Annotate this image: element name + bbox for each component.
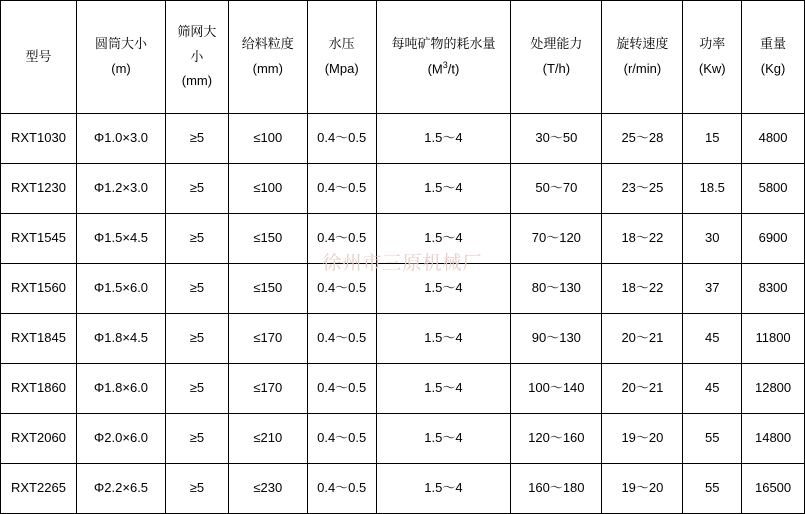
cell-rotation-speed: 18～22 xyxy=(602,214,683,264)
cell-feed-size: ≤170 xyxy=(228,364,307,414)
column-header-feed-size xyxy=(228,1,307,114)
cell-model: RXT1560 xyxy=(1,264,77,314)
cell-water-pressure: 0.4～0.5 xyxy=(307,214,376,264)
cell-rotation-speed: 23～25 xyxy=(602,164,683,214)
cell-water-pressure: 0.4～0.5 xyxy=(307,414,376,464)
cell-power: 15 xyxy=(683,114,742,164)
table-header xyxy=(1,1,805,114)
column-header-line: 旋转速度 xyxy=(616,36,669,52)
cell-water-consumption: 1.5～4 xyxy=(376,314,511,364)
cell-screen-size: ≥5 xyxy=(166,464,229,514)
cell-weight: 12800 xyxy=(742,364,805,414)
cell-capacity: 30～50 xyxy=(511,114,602,164)
cell-capacity: 70～120 xyxy=(511,214,602,264)
cell-water-consumption: 1.5～4 xyxy=(376,114,511,164)
column-header-line: 每吨矿物的耗水量 xyxy=(391,36,496,52)
cell-water-pressure: 0.4～0.5 xyxy=(307,314,376,364)
column-header-power xyxy=(683,1,742,114)
cell-water-consumption: 1.5～4 xyxy=(376,264,511,314)
cell-weight: 11800 xyxy=(742,314,805,364)
cell-drum-size: Φ1.2×3.0 xyxy=(76,164,165,214)
cell-screen-size: ≥5 xyxy=(166,414,229,464)
column-header-line: 功率 xyxy=(699,36,726,52)
cell-power: 55 xyxy=(683,464,742,514)
cell-rotation-speed: 19～20 xyxy=(602,414,683,464)
cell-model: RXT1230 xyxy=(1,164,77,214)
cell-feed-size: ≤170 xyxy=(228,314,307,364)
cell-model: RXT1545 xyxy=(1,214,77,264)
cell-drum-size: Φ1.5×4.5 xyxy=(76,214,165,264)
table-row xyxy=(1,114,805,164)
cell-screen-size: ≥5 xyxy=(166,314,229,364)
cell-water-consumption: 1.5～4 xyxy=(376,464,511,514)
cell-water-pressure: 0.4～0.5 xyxy=(307,464,376,514)
column-header-rotation-speed xyxy=(602,1,683,114)
cell-model: RXT1030 xyxy=(1,114,77,164)
column-header-line: 型号 xyxy=(25,48,52,64)
cell-weight: 6900 xyxy=(742,214,805,264)
cell-power: 30 xyxy=(683,214,742,264)
table-row xyxy=(1,214,805,264)
cell-water-pressure: 0.4～0.5 xyxy=(307,164,376,214)
column-header-line: (m) xyxy=(111,61,131,76)
cell-model: RXT1860 xyxy=(1,364,77,414)
cell-rotation-speed: 19～20 xyxy=(602,464,683,514)
cell-feed-size: ≤100 xyxy=(228,164,307,214)
cell-drum-size: Φ1.8×6.0 xyxy=(76,364,165,414)
cell-power: 45 xyxy=(683,314,742,364)
cell-power: 37 xyxy=(683,264,742,314)
table-row xyxy=(1,464,805,514)
column-header-line: 水压 xyxy=(328,36,355,52)
column-header-line: 给料粒度 xyxy=(241,36,294,52)
cell-screen-size: ≥5 xyxy=(166,264,229,314)
cell-rotation-speed: 20～21 xyxy=(602,364,683,414)
cell-feed-size: ≤150 xyxy=(228,214,307,264)
cell-weight: 5800 xyxy=(742,164,805,214)
table-row xyxy=(1,414,805,464)
cell-water-consumption: 1.5～4 xyxy=(376,214,511,264)
cell-capacity: 80～130 xyxy=(511,264,602,314)
column-header-line: 重量 xyxy=(760,36,787,52)
cell-drum-size: Φ2.2×6.5 xyxy=(76,464,165,514)
column-header-model xyxy=(1,1,77,114)
cell-model: RXT2060 xyxy=(1,414,77,464)
table-row xyxy=(1,164,805,214)
cell-capacity: 90～130 xyxy=(511,314,602,364)
cell-screen-size: ≥5 xyxy=(166,364,229,414)
cell-power: 45 xyxy=(683,364,742,414)
column-header-line: (mm) xyxy=(181,73,213,89)
cell-screen-size: ≥5 xyxy=(166,114,229,164)
cell-feed-size: ≤230 xyxy=(228,464,307,514)
column-header-line: (mm) xyxy=(252,61,283,76)
column-header-line: (Kw) xyxy=(698,61,726,76)
cell-feed-size: ≤210 xyxy=(228,414,307,464)
cell-rotation-speed: 20～21 xyxy=(602,314,683,364)
cell-drum-size: Φ1.8×4.5 xyxy=(76,314,165,364)
table-row xyxy=(1,364,805,414)
column-header-water-pressure xyxy=(307,1,376,114)
column-header-line: 筛网大 xyxy=(177,23,217,39)
cell-capacity: 120～160 xyxy=(511,414,602,464)
table-body xyxy=(1,114,805,514)
cell-power: 18.5 xyxy=(683,164,742,214)
cell-water-consumption: 1.5～4 xyxy=(376,164,511,214)
column-header-drum-size xyxy=(76,1,165,114)
watermark-text: 徐州市三原机械厂 xyxy=(322,253,483,274)
column-header-screen-size xyxy=(166,1,229,114)
cell-power: 55 xyxy=(683,414,742,464)
column-header-water-consumption xyxy=(376,1,511,114)
cell-weight: 14800 xyxy=(742,414,805,464)
cell-capacity: 100～140 xyxy=(511,364,602,414)
cell-model: RXT1845 xyxy=(1,314,77,364)
cell-feed-size: ≤150 xyxy=(228,264,307,314)
column-header-line: 处理能力 xyxy=(530,36,583,52)
column-header-weight xyxy=(742,1,805,114)
column-header-capacity xyxy=(511,1,602,114)
cell-drum-size: Φ2.0×6.0 xyxy=(76,414,165,464)
column-header-line: $(M^3/t)$ xyxy=(427,59,460,77)
cell-drum-size: Φ1.5×6.0 xyxy=(76,264,165,314)
cell-feed-size: ≤100 xyxy=(228,114,307,164)
cell-weight: 8300 xyxy=(742,264,805,314)
cell-rotation-speed: 18～22 xyxy=(602,264,683,314)
cell-model: RXT2265 xyxy=(1,464,77,514)
cell-water-pressure: 0.4～0.5 xyxy=(307,364,376,414)
cell-capacity: 160～180 xyxy=(511,464,602,514)
column-header-line: (Kg) xyxy=(760,61,786,76)
column-header-line: 小 xyxy=(190,48,204,64)
cell-screen-size: ≥5 xyxy=(166,214,229,264)
cell-weight: 4800 xyxy=(742,114,805,164)
cell-weight: 16500 xyxy=(742,464,805,514)
cell-capacity: 50～70 xyxy=(511,164,602,214)
cell-water-pressure: 0.4～0.5 xyxy=(307,114,376,164)
cell-rotation-speed: 25～28 xyxy=(602,114,683,164)
cell-drum-size: Φ1.0×3.0 xyxy=(76,114,165,164)
cell-water-consumption: 1.5～4 xyxy=(376,414,511,464)
header-row xyxy=(1,1,805,114)
cell-screen-size: ≥5 xyxy=(166,164,229,214)
cell-water-pressure: 0.4～0.5 xyxy=(307,264,376,314)
table-row xyxy=(1,264,805,314)
column-header-line: (r/min) xyxy=(623,61,662,76)
table-row xyxy=(1,314,805,364)
column-header-line: 圆筒大小 xyxy=(94,36,147,52)
column-header-line: (Mpa) xyxy=(324,61,359,76)
column-header-line: (T/h) xyxy=(542,61,571,76)
cell-water-consumption: 1.5～4 xyxy=(376,364,511,414)
